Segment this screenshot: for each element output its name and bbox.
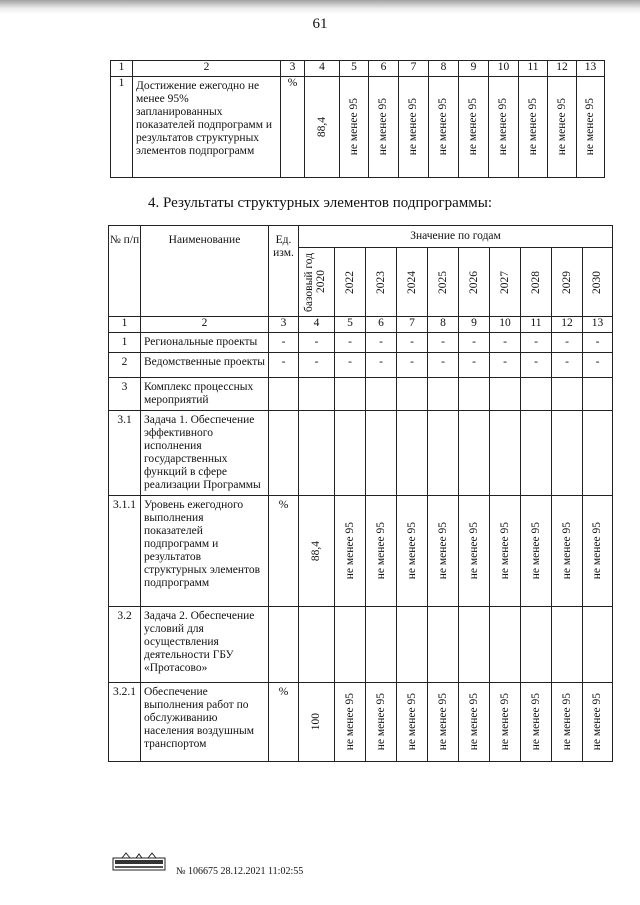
value-text: не менее 95 bbox=[374, 693, 387, 751]
value-cell bbox=[459, 683, 490, 762]
value-cell: - bbox=[552, 353, 583, 378]
column-index: 2 bbox=[141, 317, 269, 333]
empty-cell bbox=[397, 607, 428, 683]
table-row bbox=[109, 607, 613, 683]
empty-cell bbox=[428, 607, 459, 683]
value-cell bbox=[397, 683, 428, 762]
value-cell bbox=[335, 683, 366, 762]
year-label: 2028 bbox=[529, 270, 542, 294]
column-index: 2 bbox=[133, 61, 281, 77]
signature-stamp-logo bbox=[112, 852, 166, 874]
year-label: 2029 bbox=[560, 270, 573, 294]
value-cell bbox=[490, 683, 521, 762]
row-name: Региональные проекты bbox=[141, 333, 269, 353]
empty-cell bbox=[366, 411, 397, 496]
row-name: Достижение ежегодно не менее 95% запланированных показателей подпрограмм и результатов структурных элементов подпрограмм bbox=[133, 77, 281, 178]
top-table-row bbox=[111, 77, 605, 178]
value-text: 100 bbox=[310, 713, 322, 731]
row-unit: - bbox=[269, 333, 299, 353]
value-cell bbox=[366, 683, 397, 762]
row-value: не менее 95 bbox=[340, 77, 369, 178]
empty-cell bbox=[459, 607, 490, 683]
empty-cell bbox=[459, 411, 490, 496]
value-cell: - bbox=[428, 353, 459, 378]
value-cell: - bbox=[459, 353, 490, 378]
row-name: Уровень ежегодного выполнения показателей подпрограмм и результатов структурных элементов подпрограмм bbox=[141, 496, 269, 607]
year-label: 2027 bbox=[498, 270, 511, 294]
empty-cell bbox=[397, 411, 428, 496]
value-cell: - bbox=[490, 333, 521, 353]
value-text: не менее 95 bbox=[560, 693, 573, 751]
row-value: не менее 95 bbox=[489, 77, 519, 178]
value-cell: - bbox=[335, 333, 366, 353]
index-row bbox=[109, 317, 613, 333]
value-cell: - bbox=[299, 353, 335, 378]
row-unit: % bbox=[269, 683, 299, 762]
column-index: 1 bbox=[109, 317, 141, 333]
year-header bbox=[583, 248, 613, 317]
year-label: базовый год 2020 bbox=[302, 252, 327, 312]
row-base-value: 88,4 bbox=[305, 77, 340, 178]
empty-cell bbox=[366, 607, 397, 683]
table-row bbox=[109, 496, 613, 607]
column-index: 9 bbox=[459, 317, 490, 333]
column-index: 8 bbox=[428, 317, 459, 333]
column-index: 4 bbox=[299, 317, 335, 333]
value-cell bbox=[583, 683, 613, 762]
row-number: 3.2.1 bbox=[109, 683, 141, 762]
value-text: не менее 95 bbox=[498, 522, 511, 580]
empty-cell bbox=[490, 607, 521, 683]
year-header bbox=[366, 248, 397, 317]
year-header bbox=[552, 248, 583, 317]
value-cell bbox=[552, 496, 583, 607]
year-label: 2023 bbox=[374, 270, 387, 294]
value-cell: - bbox=[521, 333, 552, 353]
empty-cell bbox=[459, 378, 490, 411]
value-cell bbox=[428, 683, 459, 762]
column-index: 5 bbox=[340, 61, 369, 77]
row-number: 2 bbox=[109, 353, 141, 378]
value-cell: - bbox=[552, 333, 583, 353]
value-cell bbox=[299, 496, 335, 607]
top-table bbox=[110, 60, 605, 178]
value-cell bbox=[366, 496, 397, 607]
empty-cell bbox=[583, 378, 613, 411]
value-text: не менее 95 bbox=[405, 693, 418, 751]
empty-cell bbox=[335, 378, 366, 411]
value-text: не менее 95 bbox=[374, 522, 387, 580]
value-text: не менее 95 bbox=[343, 693, 356, 751]
value-cell: - bbox=[366, 333, 397, 353]
value-text: не менее 95 bbox=[436, 693, 449, 751]
value-cell: - bbox=[428, 333, 459, 353]
column-index: 4 bbox=[305, 61, 340, 77]
row-name: Комплекс процессных мероприятий bbox=[141, 378, 269, 411]
section-title: 4. Результаты структурных элементов подпрограммы: bbox=[147, 195, 493, 211]
row-name: Задача 2. Обеспечение условий для осуществления деятельности ГБУ «Протасово» bbox=[141, 607, 269, 683]
value-cell: - bbox=[583, 353, 613, 378]
value-cell: - bbox=[366, 353, 397, 378]
value-text: не менее 95 bbox=[529, 522, 542, 580]
empty-cell bbox=[428, 378, 459, 411]
value-text: не менее 95 bbox=[343, 522, 356, 580]
row-value: не менее 95 bbox=[548, 77, 577, 178]
column-index: 13 bbox=[577, 61, 605, 77]
year-header bbox=[428, 248, 459, 317]
results-table bbox=[108, 225, 613, 762]
empty-cell bbox=[366, 378, 397, 411]
row-value: не менее 95 bbox=[399, 77, 429, 178]
value-cell: - bbox=[521, 353, 552, 378]
row-value: не менее 95 bbox=[429, 77, 459, 178]
column-index: 6 bbox=[366, 317, 397, 333]
value-cell bbox=[583, 496, 613, 607]
column-index: 5 bbox=[335, 317, 366, 333]
row-unit: % bbox=[269, 496, 299, 607]
value-text: не менее 95 bbox=[405, 522, 418, 580]
value-text: не менее 95 bbox=[591, 693, 604, 751]
row-number: 1 bbox=[109, 333, 141, 353]
empty-cell bbox=[521, 411, 552, 496]
header-values: Значение по годам bbox=[299, 226, 613, 248]
value-text: не менее 95 bbox=[467, 522, 480, 580]
column-index: 12 bbox=[548, 61, 577, 77]
year-label: 2022 bbox=[343, 270, 356, 294]
row-value: не менее 95 bbox=[577, 77, 605, 178]
year-label: 2025 bbox=[436, 270, 449, 294]
value-text: не менее 95 bbox=[591, 522, 604, 580]
header-row bbox=[109, 226, 613, 248]
empty-cell bbox=[521, 378, 552, 411]
value-cell bbox=[521, 683, 552, 762]
row-value: не менее 95 bbox=[519, 77, 548, 178]
column-index: 7 bbox=[399, 61, 429, 77]
column-index: 10 bbox=[490, 317, 521, 333]
empty-cell bbox=[335, 607, 366, 683]
table-row bbox=[109, 333, 613, 353]
empty-cell bbox=[299, 411, 335, 496]
value-text: не менее 95 bbox=[436, 522, 449, 580]
empty-cell bbox=[552, 607, 583, 683]
document-id: № 106675 28.12.2021 11:02:55 bbox=[176, 866, 304, 877]
table-row bbox=[109, 353, 613, 378]
value-text: 88,4 bbox=[310, 540, 322, 562]
row-unit bbox=[269, 607, 299, 683]
year-label: 2030 bbox=[591, 270, 604, 294]
row-number: 1 bbox=[111, 77, 133, 178]
row-value: не менее 95 bbox=[369, 77, 399, 178]
column-index: 10 bbox=[489, 61, 519, 77]
value-cell: - bbox=[335, 353, 366, 378]
empty-cell bbox=[583, 607, 613, 683]
scan-edge-artifact bbox=[0, 0, 640, 14]
table-row bbox=[109, 411, 613, 496]
empty-cell bbox=[583, 411, 613, 496]
row-number: 3.1.1 bbox=[109, 496, 141, 607]
value-cell: - bbox=[583, 333, 613, 353]
row-unit: % bbox=[281, 77, 305, 178]
empty-cell bbox=[299, 378, 335, 411]
value-text: не менее 95 bbox=[467, 693, 480, 751]
column-index: 1 bbox=[111, 61, 133, 77]
value-text: не менее 95 bbox=[560, 522, 573, 580]
table-row bbox=[109, 378, 613, 411]
value-cell bbox=[299, 683, 335, 762]
empty-cell bbox=[428, 411, 459, 496]
value-cell bbox=[521, 496, 552, 607]
column-index: 11 bbox=[519, 61, 548, 77]
year-header bbox=[299, 248, 335, 317]
empty-cell bbox=[552, 411, 583, 496]
value-cell bbox=[335, 496, 366, 607]
column-index: 7 bbox=[397, 317, 428, 333]
value-cell bbox=[459, 496, 490, 607]
row-name: Обеспечение выполнения работ по обслуживанию населения воздушным транспортом bbox=[141, 683, 269, 762]
header-num: № п/п bbox=[109, 226, 141, 317]
column-index: 8 bbox=[429, 61, 459, 77]
value-cell: - bbox=[397, 333, 428, 353]
column-index: 13 bbox=[583, 317, 613, 333]
row-unit bbox=[269, 411, 299, 496]
value-cell bbox=[552, 683, 583, 762]
year-header bbox=[335, 248, 366, 317]
empty-cell bbox=[490, 378, 521, 411]
row-unit: - bbox=[269, 353, 299, 378]
year-header bbox=[490, 248, 521, 317]
column-index: 9 bbox=[459, 61, 489, 77]
value-cell: - bbox=[490, 353, 521, 378]
empty-cell bbox=[299, 607, 335, 683]
row-value: не менее 95 bbox=[459, 77, 489, 178]
row-number: 3.1 bbox=[109, 411, 141, 496]
empty-cell bbox=[552, 378, 583, 411]
empty-cell bbox=[397, 378, 428, 411]
year-label: 2026 bbox=[467, 270, 480, 294]
column-index: 11 bbox=[521, 317, 552, 333]
year-header bbox=[397, 248, 428, 317]
row-number: 3 bbox=[109, 378, 141, 411]
column-index: 12 bbox=[552, 317, 583, 333]
row-name: Задача 1. Обеспечение эффективного исполнения государственных функций в сфере реализации Программы bbox=[141, 411, 269, 496]
empty-cell bbox=[521, 607, 552, 683]
column-index: 3 bbox=[281, 61, 305, 77]
value-cell bbox=[428, 496, 459, 607]
header-name: Наименование bbox=[141, 226, 269, 317]
year-label: 2024 bbox=[405, 270, 418, 294]
value-cell: - bbox=[299, 333, 335, 353]
value-text: не менее 95 bbox=[498, 693, 511, 751]
column-index: 3 bbox=[269, 317, 299, 333]
top-table-header-row bbox=[111, 61, 605, 77]
value-cell bbox=[490, 496, 521, 607]
value-cell: - bbox=[459, 333, 490, 353]
year-header bbox=[459, 248, 490, 317]
empty-cell bbox=[335, 411, 366, 496]
empty-cell bbox=[490, 411, 521, 496]
page-number: 61 bbox=[312, 16, 328, 32]
value-cell bbox=[397, 496, 428, 607]
row-unit bbox=[269, 378, 299, 411]
row-number: 3.2 bbox=[109, 607, 141, 683]
row-name: Ведомственные проекты bbox=[141, 353, 269, 378]
table-row bbox=[109, 683, 613, 762]
value-cell: - bbox=[397, 353, 428, 378]
header-unit: Ед. изм. bbox=[269, 226, 299, 317]
column-index: 6 bbox=[369, 61, 399, 77]
year-header bbox=[521, 248, 552, 317]
value-text: не менее 95 bbox=[529, 693, 542, 751]
